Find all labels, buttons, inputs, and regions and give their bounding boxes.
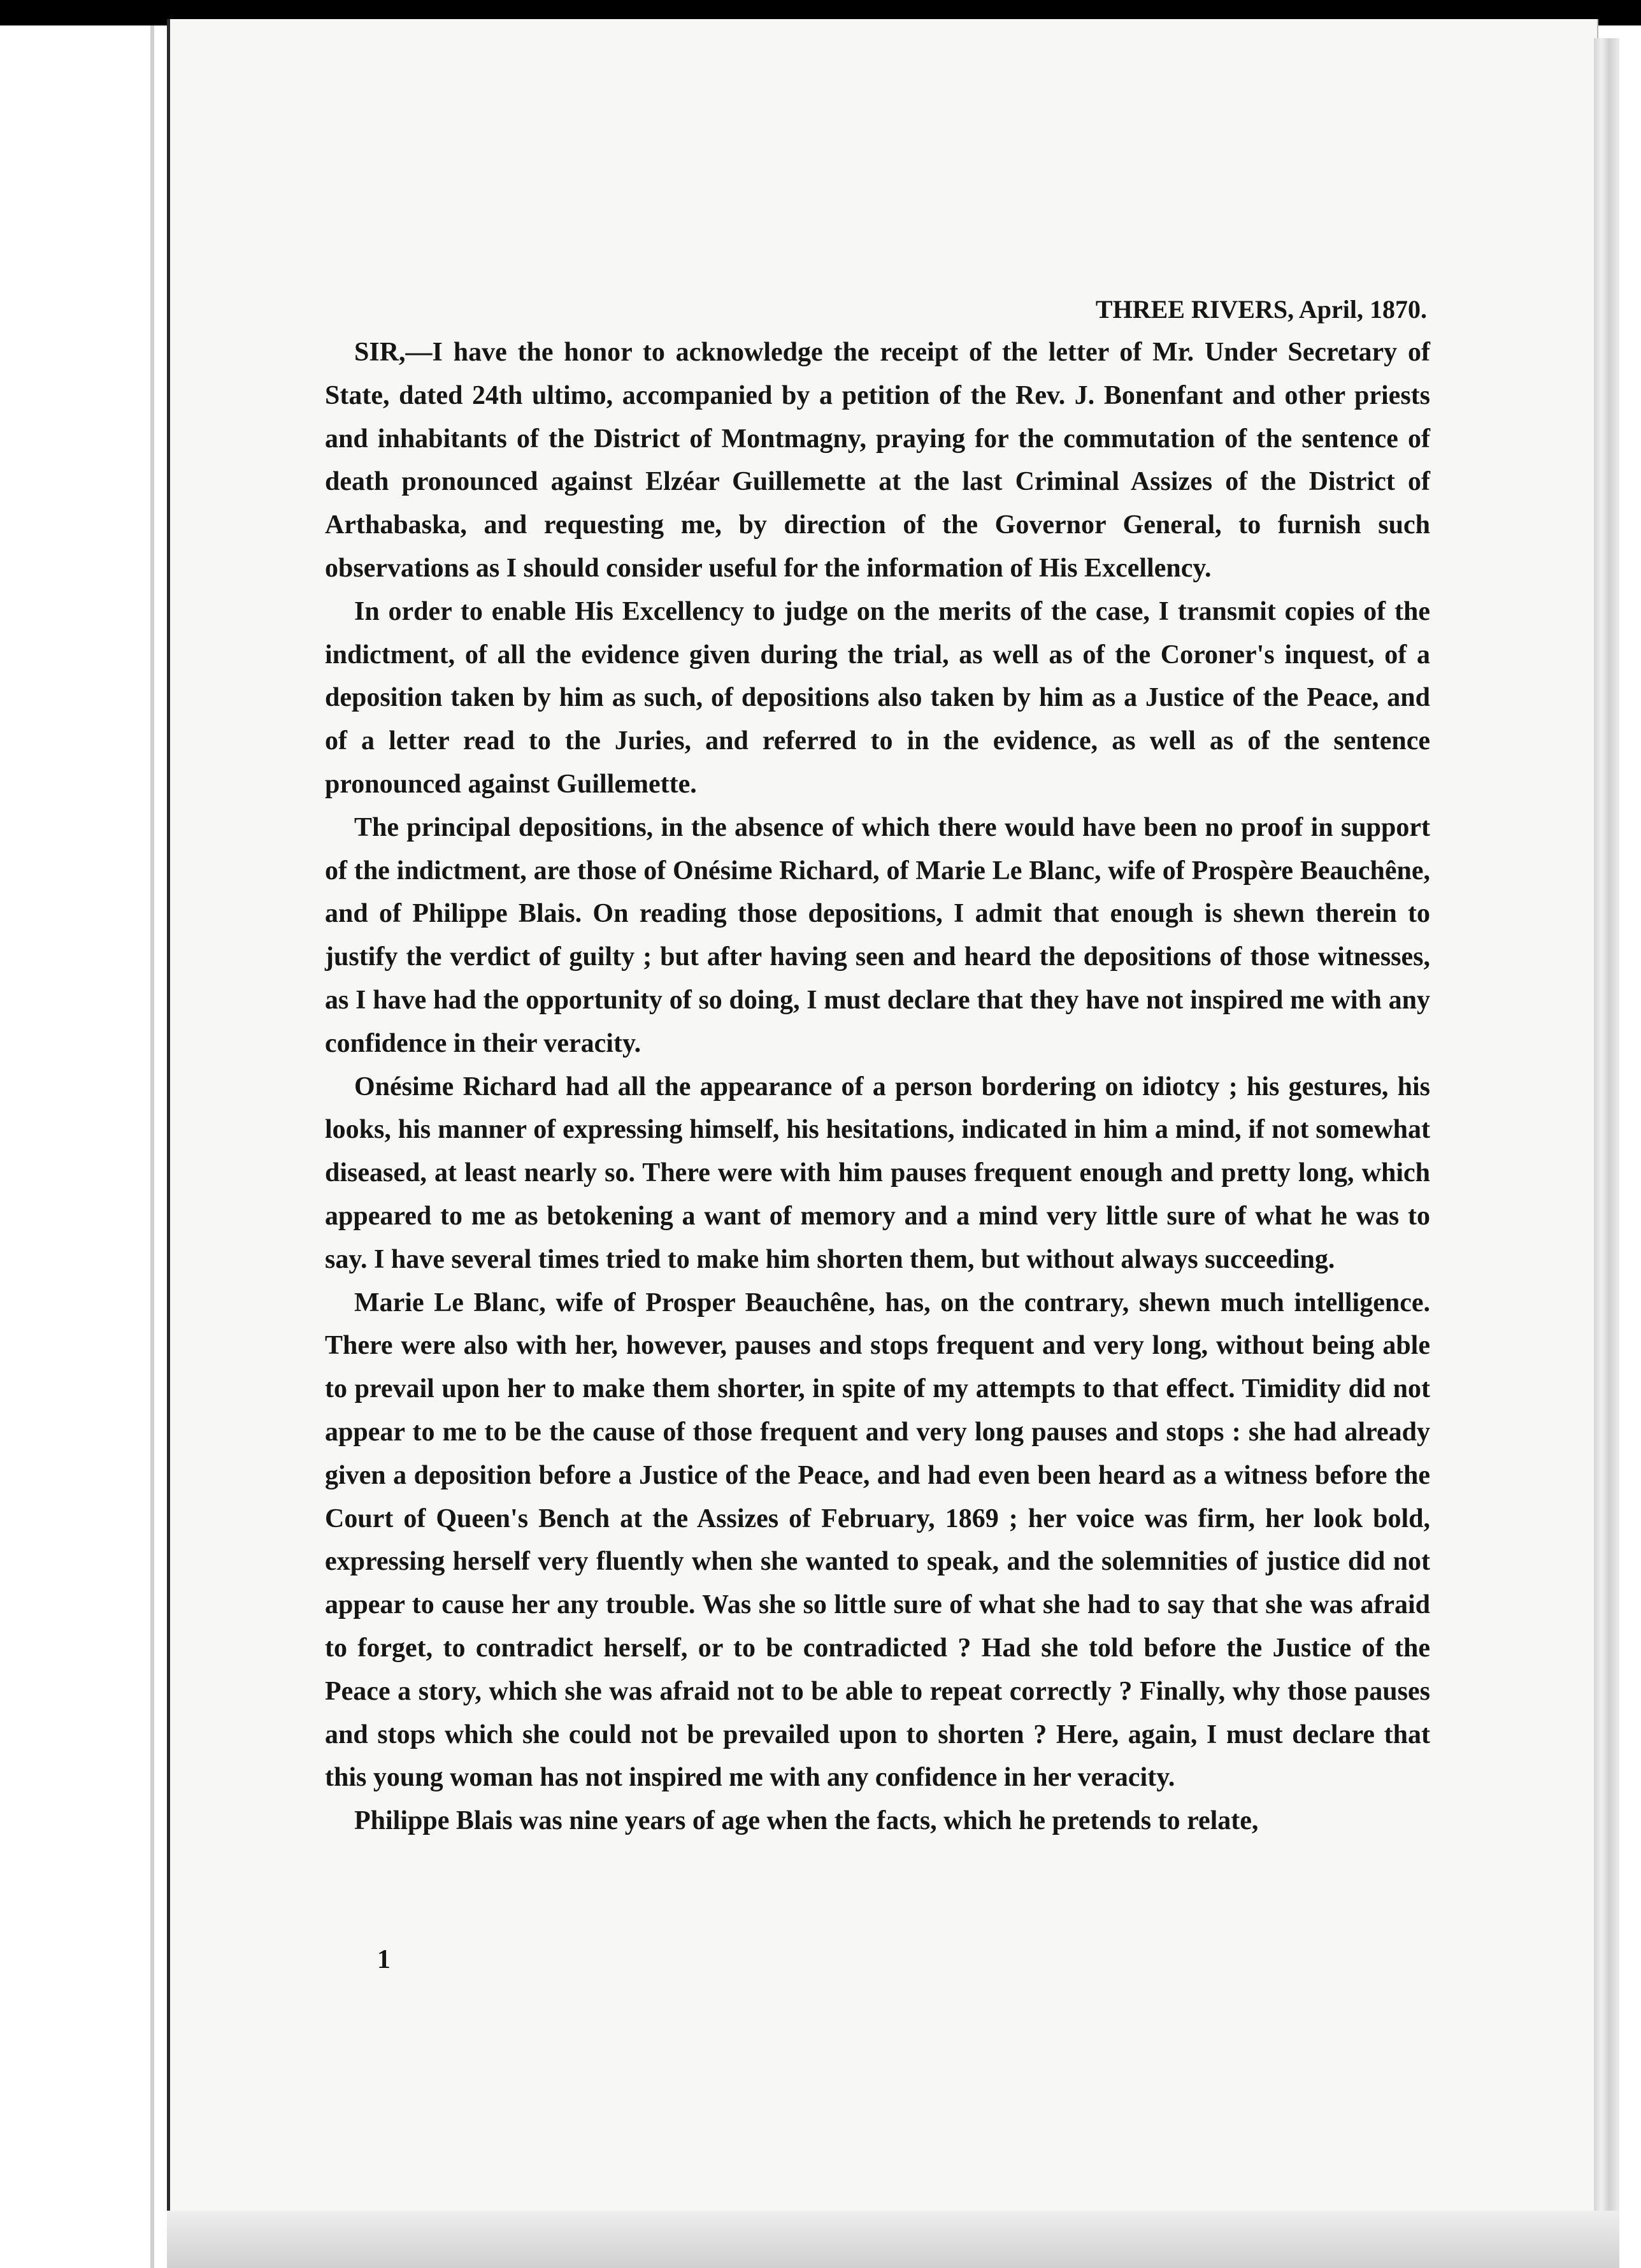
page-gutter	[150, 25, 154, 2268]
paragraph: Philippe Blais was nine years of age when the facts, which he pretends to relate,	[354, 1806, 1259, 1836]
paragraph: Marie Le Blanc, wife of Prosper Beauchêne, has, on the contrary, shewn much intelligence. There were also with her, however, pauses and stops frequent and very long, without being able to prevail upon her to make them shorter, in spite of my attempts to that effect. Timidity did not appear to me to be the cause of those frequent and very long pauses and stops : she had already given a deposition before a Justice of the Peace, and had even been heard as a witness before the Court of Queen's Bench at the Assizes of February, 1869 ; her voice was firm, her look bold, expressing herself very fluently when she wanted to speak, and the solemnities of justice did not appear to cause her any trouble. Was she so little sure of what she had to say that she was afraid to forget, to contradict herself, or to be contradicted ? Had she told before the Justice of the Peace a story, which she was afraid not to be able to repeat correctly ? Finally, why those pauses and stops which she could not be prevailed upon to shorten ? Here, again, I must declare that this young woman has not inspired me with any confidence in her veracity.	[325, 1288, 1430, 1793]
paragraph: The principal depositions, in the absence of which there would have been no proof in support of the indictment, are those of Onésime Richard, of Marie Le Blanc, wife of Prospère Beauchêne, and of Philippe Blais. On reading those depositions, I admit that enough is shewn therein to justify the verdict of guilty ; but after having seen and heard the depositions of those witnesses, as I have had the opportunity of so doing, I must declare that they have not inspired me with any confidence in their veracity.	[325, 812, 1430, 1058]
page-number: 1	[377, 1945, 391, 1974]
paragraph: In order to enable His Excellency to judge on the merits of the case, I transmit copies of the indictment, of all the evidence given during the trial, as well as of the Coroner's inquest, of a deposition taken by him as such, of depositions also taken by him as a Justice of the Peace, and of a letter read to the Juries, and referred to in the evidence, as well as of the sentence pronounced against Guillemette.	[325, 596, 1430, 799]
page-bottom-edge	[167, 2211, 1619, 2268]
page-stack-edge	[1594, 38, 1619, 2243]
letter-dateline: THREE RIVERS, April, 1870.	[1095, 295, 1427, 324]
letter-body	[325, 331, 1430, 1843]
paragraph: Onésime Richard had all the appearance of a person bordering on idiotcy ; his gestures, his looks, his manner of expressing himself, his hesitations, indicated in him a mind, if not somewhat diseased, at least nearly so. There were with him pauses frequent enough and pretty long, which appeared to me as betokening a want of memory and a mind very little sure of what he was to say. I have several times tried to make him shorten them, but without always succeeding.	[325, 1072, 1430, 1274]
paragraph: SIR,—I have the honor to acknowledge the receipt of the letter of Mr. Under Secretary of State, dated 24th ultimo, accompanied by a petition of the Rev. J. Bonenfant and other priests and inhabitants of the District of Montmagny, praying for the commutation of the sentence of death pronounced against Elzéar Guillemette at the last Criminal Assizes of the District of Arthabaska, and requesting me, by direction of the Governor General, to furnish such observations as I should consider useful for the information of His Excellency.	[325, 338, 1430, 583]
